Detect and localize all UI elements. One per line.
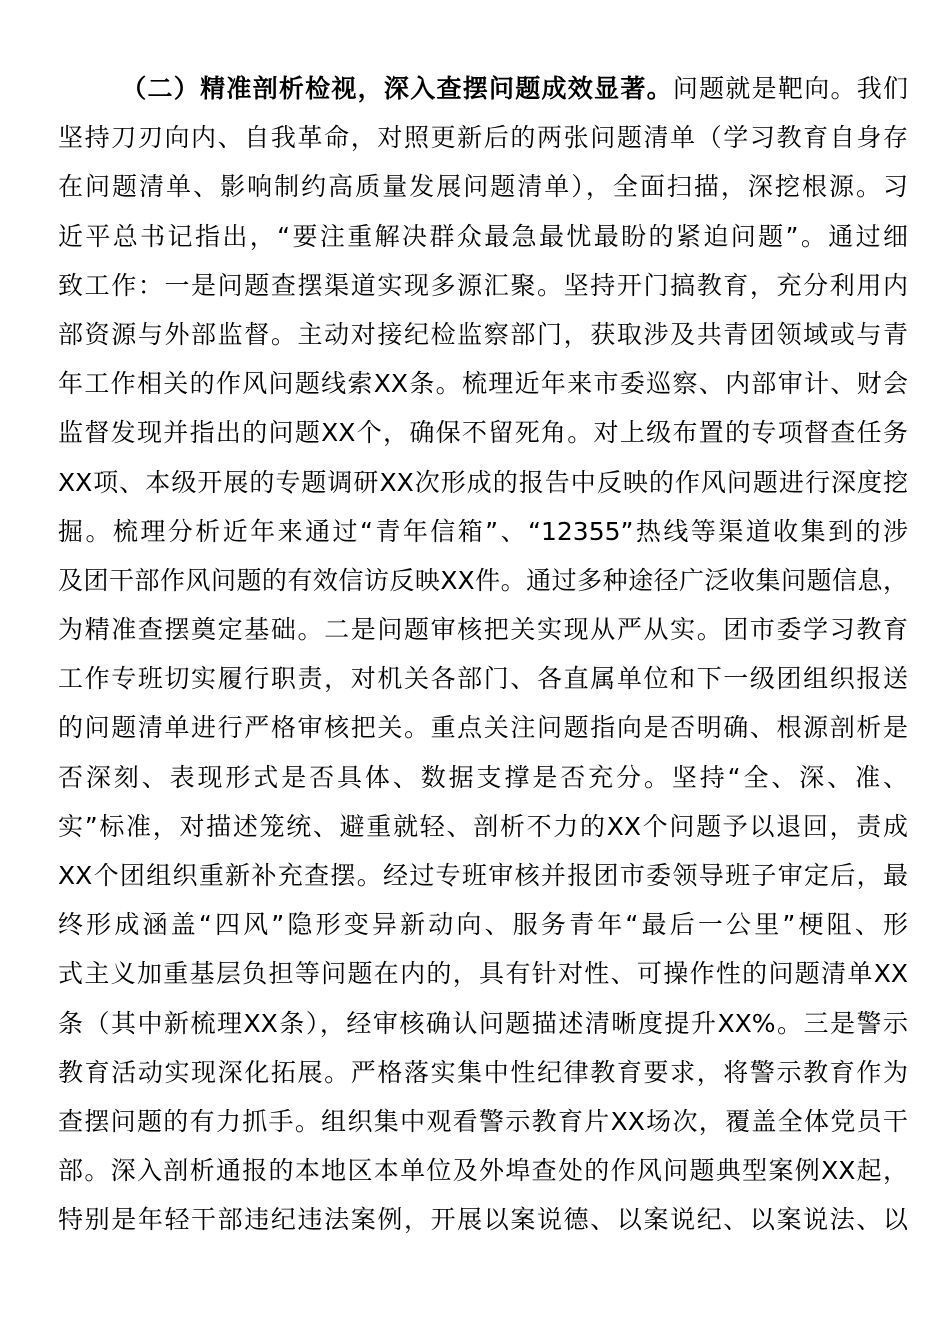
- text-line: 教育活动实现深化拓展。严格落实集中性纪律教育要求，将警示教育作为: [58, 1057, 908, 1087]
- section-heading: （二）精准剖析检视，深入查摆问题成效显著。: [120, 74, 673, 103]
- text-line: 工作专班切实履行职责，对机关各部门、各直属单位和下一级团组织报送: [58, 664, 908, 694]
- text-line: 部。深入剖析通报的本地区本单位及外埠查处的作风问题典型案例XX起，: [58, 1156, 908, 1186]
- text-line: 实”标准，对描述笼统、避重就轻、剖析不力的XX个问题予以退回，责成: [58, 811, 908, 841]
- text-line: 掘。梳理分析近年来通过“青年信箱”、“12355”热线等渠道收集到的涉: [58, 516, 908, 546]
- text-line: XX个团组织重新补充查摆。经过专班审核并报团市委领导班子审定后，最: [58, 861, 908, 890]
- text-line: 在问题清单、影响制约高质量发展问题清单），全面扫描，深挖根源。习: [58, 172, 908, 202]
- text-line: 及团干部作风问题的有效信访反映XX件。通过多种途径广泛收集问题信息，: [58, 565, 908, 595]
- text-line: 特别是年轻干部违纪违法案例，开展以案说德、以案说纪、以案说法、以: [58, 1205, 908, 1235]
- text-line: 近平总书记指出，“要注重解决群众最急最忧最盼的紧迫问题”。通过细: [58, 221, 908, 251]
- text-line: 式主义加重基层负担等问题在内的，具有针对性、可操作性的问题清单XX: [58, 959, 908, 989]
- text-line: 监督发现并指出的问题XX个，确保不留死角。对上级布置的专项督查任务: [58, 418, 908, 448]
- text-line: 坚持刀刃向内、自我革命，对照更新后的两张问题清单（学习教育自身存: [58, 123, 908, 153]
- body-text: [58, 64, 908, 1245]
- text-line: 终形成涵盖“四风”隐形变异新动向、服务青年“最后一公里”梗阻、形: [58, 910, 908, 940]
- text-line: 部资源与外部监督。主动对接纪检监察部门，获取涉及共青团领域或与青: [58, 319, 908, 349]
- text-line: 致工作：一是问题查摆渠道实现多源汇聚。坚持开门搞教育，充分利用内: [58, 270, 908, 300]
- text-line: 为精准查摆奠定基础。二是问题审核把关实现从严从实。团市委学习教育: [58, 615, 908, 645]
- text-line: 的问题清单进行严格审核把关。重点关注问题指向是否明确、根源剖析是: [58, 713, 908, 743]
- first-line-text: 问题就是靶向。我们: [672, 74, 908, 103]
- text-line: 否深刻、表现形式是否具体、数据支撑是否充分。坚持“全、深、准、: [58, 762, 908, 792]
- paragraph-lines: [58, 113, 908, 1244]
- paragraph-first-line: [58, 64, 908, 113]
- text-line: 查摆问题的有力抓手。组织集中观看警示教育片XX场次，覆盖全体党员干: [58, 1106, 908, 1136]
- text-line: 年工作相关的作风问题线索XX条。梳理近年来市委巡察、内部审计、财会: [58, 369, 908, 399]
- text-line: 条（其中新梳理XX条），经审核确认问题描述清晰度提升XX%。三是警示: [58, 1008, 908, 1038]
- text-line: XX项、本级开展的专题调研XX次形成的报告中反映的作风问题进行深度挖: [58, 467, 908, 497]
